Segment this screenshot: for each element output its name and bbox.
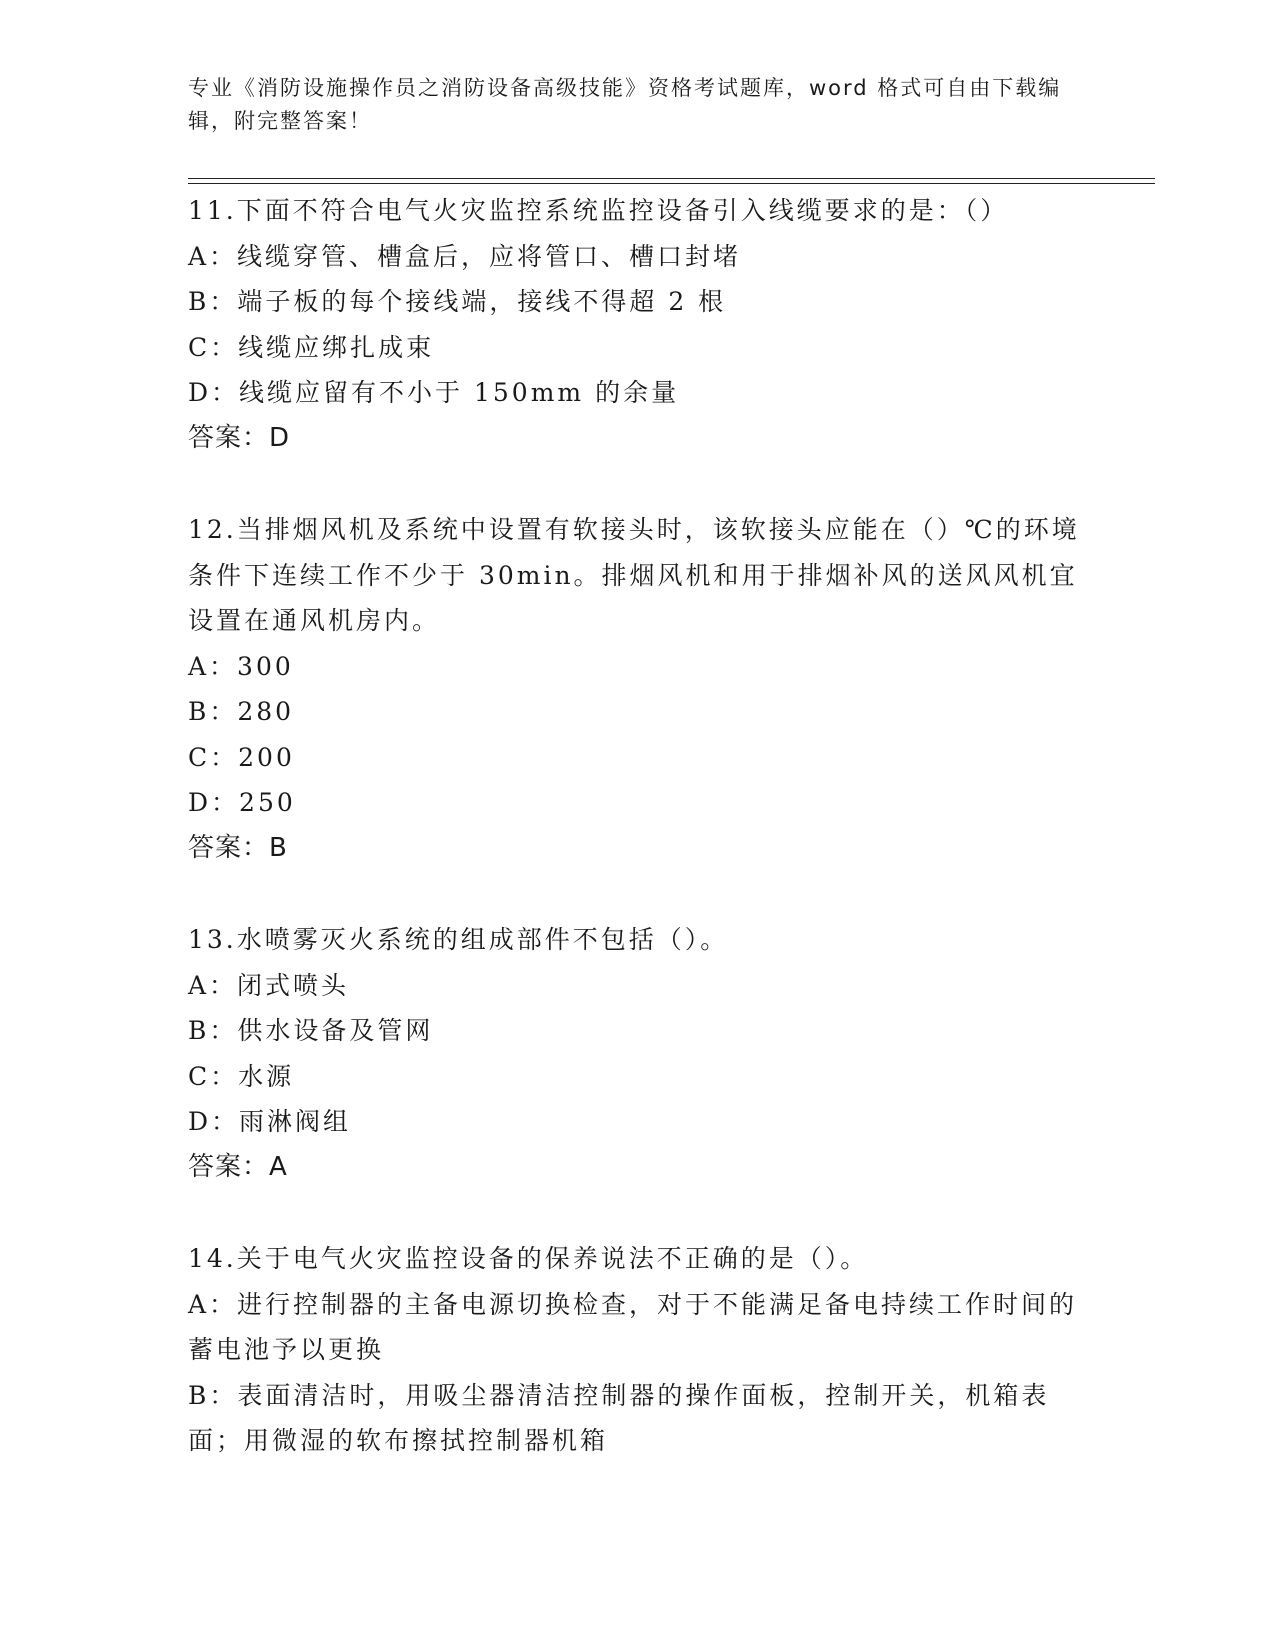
option-b: B：端子板的每个接线端，接线不得超 2 根 (188, 287, 727, 316)
question-13 (188, 917, 1088, 1190)
header-divider-top (188, 178, 1155, 179)
header-divider-bottom (188, 183, 1155, 184)
option-c: C：线缆应绑扎成束 (188, 332, 435, 362)
option-d: D：250 (188, 788, 296, 817)
question-12 (188, 507, 1088, 871)
question-11 (188, 188, 1088, 461)
question-text: 13.水喷雾灭火系统的组成部件不包括（）。 (188, 925, 729, 954)
option-a: A：闭式喷头 (188, 970, 350, 1000)
option-b: B：供水设备及管网 (188, 1016, 434, 1045)
option-a: A：300 (188, 651, 294, 681)
question-list (188, 188, 1088, 1464)
option-d: D：雨淋阀组 (188, 1107, 352, 1136)
option-a: A：线缆穿管、槽盒后，应将管口、槽口封堵 (188, 241, 742, 271)
option-c: C：200 (188, 742, 295, 772)
question-text: 11.下面不符合电气火灾监控系统监控设备引入线缆要求的是：（） (188, 196, 1009, 225)
question-text: 14.关于电气火灾监控设备的保养说法不正确的是（）。 (188, 1244, 869, 1273)
option-a: A：进行控制器的主备电源切换检查，对于不能满足备电持续工作时间的蓄电池予以更换 (188, 1289, 1078, 1364)
answer: 答案：A (188, 1151, 288, 1182)
option-c: C：水源 (188, 1061, 295, 1091)
document-header: 专业《消防设施操作员之消防设备高级技能》资格考试题库，word 格式可自由下载编辑，附完整答案！ (188, 76, 1062, 133)
question-14 (188, 1236, 1088, 1464)
answer: 答案：D (188, 422, 291, 453)
option-b: B：280 (188, 697, 295, 726)
option-d: D：线缆应留有不小于 150mm 的余量 (188, 378, 680, 407)
option-b: B：表面清洁时，用吸尘器清洁控制器的操作面板，控制开关，机箱表面；用微湿的软布擦拭控制器机箱 (188, 1380, 1050, 1455)
answer: 答案：B (188, 832, 288, 863)
question-text: 12.当排烟风机及系统中设置有软接头时，该软接头应能在（）℃的环境条件下连续工作不少于 30min。排烟风机和用于排烟补风的送风风机宜设置在通风机房内。 (188, 515, 1080, 635)
